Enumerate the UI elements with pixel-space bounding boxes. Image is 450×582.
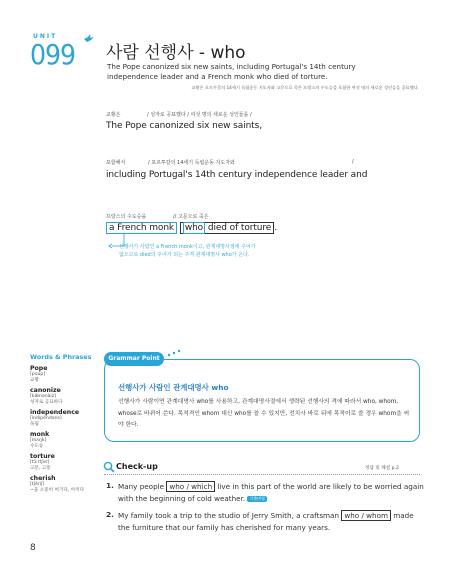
pronunciation: [tʃériʃ] — [30, 482, 45, 487]
words-list — [30, 365, 100, 497]
question-part: Many people — [118, 482, 165, 491]
meaning: 성자로 공표하다 — [30, 400, 63, 405]
gloss: // 고문으로 죽은 — [173, 214, 209, 220]
pronunciation: [ìndipéndəns] — [30, 416, 62, 421]
question-part: made the furniture that our family has cherished for many years. — [118, 511, 414, 532]
answer-reference: 정답 및 해설 p.2 — [365, 466, 399, 471]
word: Pope — [30, 365, 48, 372]
page-number: 8 — [30, 543, 36, 553]
example-sentence: The Pope canonized six new saints, including Portugal's 14th century independence leader and a French monk who died of torture. — [107, 62, 356, 81]
note — [119, 243, 256, 259]
list-item — [30, 475, 100, 493]
checkup-title: Check-up — [116, 462, 158, 471]
gloss: 교황은 — [106, 112, 121, 118]
answer-choice[interactable]: who / whom — [341, 510, 391, 521]
question-part: My family took a trip to the studio of Jerry Smith, a craftsman — [118, 511, 340, 520]
gloss: / — [352, 159, 354, 165]
meaning: 수도승 — [30, 444, 44, 449]
word: monk — [30, 431, 50, 438]
note-line: 없으므로 died의 주어가 되는 주격 관계대명사 who가 온다. — [119, 252, 250, 258]
meaning: ~을 소중히 여기다, 아끼다 — [30, 488, 85, 493]
grammar-point-heading: 선행사가 사람인 관계대명사 who — [118, 383, 229, 392]
question-part: live in this part of the world are likely to be worried — [217, 482, 402, 491]
question-number: 1. — [106, 481, 114, 490]
antecedent-box: a French monk — [106, 222, 177, 234]
question-item — [106, 481, 424, 504]
list-item — [30, 453, 100, 471]
relative-clause-box — [180, 222, 274, 234]
exam-tag: 기출변형 — [249, 495, 265, 501]
pronunciation: [poup] — [30, 372, 46, 377]
gloss: / 성자로 공표했다 / 여섯 명의 새로운 성인들을 / — [147, 112, 252, 118]
note-line: 선행사가 사람인 a French monk이고, 관계대명사절에 주어가 — [119, 244, 256, 250]
relative-pronoun: who — [184, 223, 204, 233]
meaning: 독립 — [30, 422, 39, 427]
list-item — [30, 387, 100, 405]
question-part: again with the beginning of cold weather. — [118, 482, 424, 503]
sparkle-icon — [166, 348, 182, 358]
analysis-line: including Portugal's 14th century independence leader and — [106, 170, 368, 180]
list-item — [30, 431, 100, 449]
unit-label: UNIT — [33, 33, 58, 40]
gloss: / 포르투갈의 14세기 독립운동 지도자와 — [148, 160, 235, 166]
question-text — [118, 510, 424, 533]
gloss: 프랑스의 수도승을 — [106, 214, 147, 220]
meaning: 교황 — [30, 378, 39, 383]
gloss: 포함해서 — [106, 160, 126, 166]
question-number: 2. — [106, 510, 114, 519]
analysis-line: The Pope canonized six new saints, — [106, 121, 262, 131]
translation: 교황은 포르투갈의 14세기 독립운동 지도자와 고문으로 죽은 프랑스의 수도승을 포함한 여섯 명의 새로운 성인들을 공표했다. — [191, 85, 419, 90]
pronunciation: [kǽnənàiz] — [30, 394, 56, 399]
unit-number: 099 — [30, 38, 76, 71]
list-item — [30, 409, 100, 427]
words-phrases-title: Words & Phrases — [30, 353, 92, 361]
grammar-point-body: 선행사가 사람이면 관계대명사 who를 사용하고, 관계대명사절에서 생략된 선행사의 격에 따라서 who, whom, whose로 바뀌어 쓴다. 목적격인 whom 대신 who를 쓸 수 있지만, 전치사 바로 뒤에 목적어로 쓸 경우 whom을 써야 한다. — [118, 399, 410, 428]
word: canonize — [30, 387, 61, 394]
grammar-point-tab: Grammar Point — [104, 352, 164, 366]
magnifier-icon — [103, 461, 115, 473]
analysis-line — [106, 223, 277, 233]
divider — [104, 474, 420, 475]
pronunciation: [mʌŋk] — [30, 438, 47, 443]
question-item — [106, 510, 424, 533]
relative-clause-text: died of torture — [207, 223, 272, 233]
question-text — [118, 481, 424, 504]
list-item — [30, 365, 100, 383]
page-title: 사람 선행사 - who — [106, 43, 246, 63]
pronunciation: [tɔ́ːrtʃər] — [30, 460, 50, 465]
word: cherish — [30, 475, 56, 482]
answer-choice[interactable]: who / which — [166, 481, 215, 492]
bird-icon — [83, 33, 95, 45]
meaning: 고문, 고통 — [30, 466, 51, 471]
word: independence — [30, 409, 80, 416]
word: torture — [30, 453, 55, 460]
period: . — [274, 223, 277, 233]
